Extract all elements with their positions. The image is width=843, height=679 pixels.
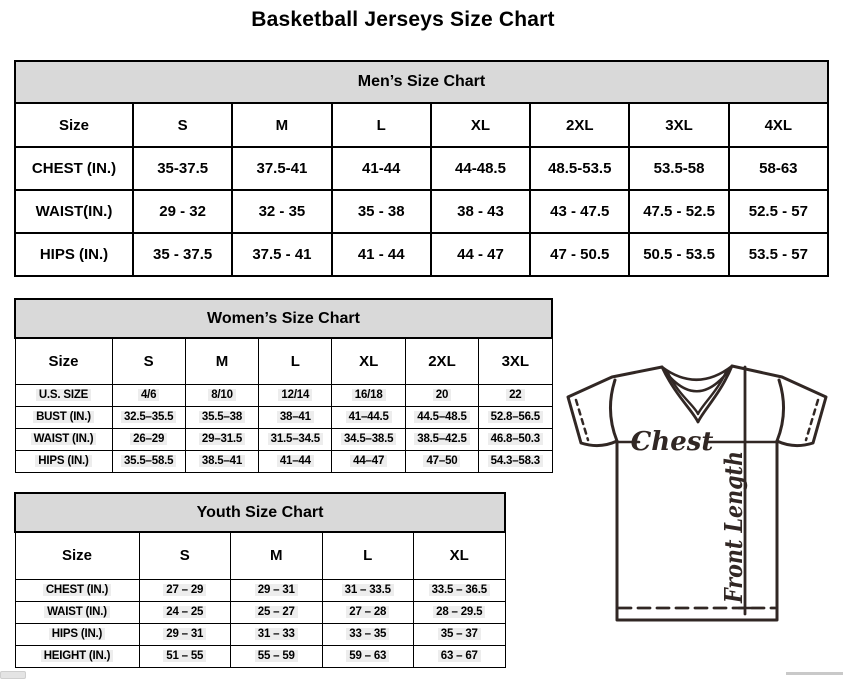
value-cell: 53.5-58 [629,147,728,190]
table-row [15,450,552,472]
value-cell: 35 – 37 [414,623,506,645]
row-label: HEIGHT (IN.) [15,645,139,667]
value-cell: 25 – 27 [231,601,323,623]
bottom-right-fragment [786,672,843,675]
value-cell: 38 - 43 [431,190,530,233]
value-cell: 47.5 - 52.5 [629,190,728,233]
header-cell: Size [15,338,112,384]
value-cell: 33 – 35 [322,623,414,645]
value-cell: 31.5–34.5 [259,428,332,450]
row-label: WAIST (IN.) [15,428,112,450]
value-cell: 50.5 - 53.5 [629,233,728,276]
value-cell: 37.5 - 41 [232,233,331,276]
value-cell: 24 – 25 [139,601,231,623]
value-cell: 37.5-41 [232,147,331,190]
womens-table-title: Women’s Size Chart [15,299,552,338]
value-cell: 59 – 63 [322,645,414,667]
value-cell: 55 – 59 [231,645,323,667]
header-cell: S [133,103,232,147]
row-label: CHEST (IN.) [15,579,139,601]
value-cell: 48.5-53.5 [530,147,629,190]
row-label: WAIST (IN.) [15,601,139,623]
value-cell: 41–44 [259,450,332,472]
header-cell: 3XL [629,103,728,147]
header-cell: S [139,532,231,579]
value-cell: 38–41 [259,406,332,428]
value-cell: 29 – 31 [139,623,231,645]
value-cell: 32.5–35.5 [112,406,185,428]
header-cell: M [232,103,331,147]
header-cell: 3XL [479,338,552,384]
value-cell: 63 – 67 [414,645,506,667]
value-cell: 44.5–48.5 [405,406,478,428]
front-length-label: Front Length [719,425,748,603]
value-cell: 35.5–58.5 [112,450,185,472]
row-label: WAIST(IN.) [15,190,133,233]
value-cell: 51 – 55 [139,645,231,667]
bottom-left-fragment [0,671,26,679]
value-cell: 29 – 31 [231,579,323,601]
chest-label: Chest [630,427,714,457]
right-sleeve-seam [777,380,784,441]
value-cell: 4/6 [112,384,185,406]
row-label: HIPS (IN.) [15,450,112,472]
value-cell: 34.5–38.5 [332,428,405,450]
value-cell: 16/18 [332,384,405,406]
value-cell: 53.5 - 57 [729,233,828,276]
value-cell: 43 - 47.5 [530,190,629,233]
row-label: HIPS (IN.) [15,623,139,645]
value-cell: 41 - 44 [332,233,431,276]
value-cell: 29–31.5 [185,428,258,450]
value-cell: 22 [479,384,552,406]
value-cell: 29 - 32 [133,190,232,233]
table-row [15,384,552,406]
value-cell: 27 – 28 [322,601,414,623]
youth-size-table [14,492,506,668]
table-row [15,601,505,623]
left-sleeve-seam [610,380,617,441]
row-label: BUST (IN.) [15,406,112,428]
value-cell: 26–29 [112,428,185,450]
table-row [15,406,552,428]
value-cell: 54.3–58.3 [479,450,552,472]
header-cell: L [332,103,431,147]
value-cell: 27 – 29 [139,579,231,601]
value-cell: 41-44 [332,147,431,190]
header-cell: 2XL [405,338,478,384]
value-cell: 8/10 [185,384,258,406]
header-cell: Size [15,532,139,579]
table-row [15,147,828,190]
table-row [15,645,505,667]
value-cell: 44 - 47 [431,233,530,276]
table-row [15,428,552,450]
value-cell: 31 – 33.5 [322,579,414,601]
value-cell: 35.5–38 [185,406,258,428]
header-cell: M [231,532,323,579]
value-cell: 41–44.5 [332,406,405,428]
mens-table-title: Men’s Size Chart [15,61,828,103]
header-cell: XL [414,532,506,579]
value-cell: 33.5 – 36.5 [414,579,506,601]
value-cell: 28 – 29.5 [414,601,506,623]
value-cell: 35 - 37.5 [133,233,232,276]
value-cell: 52.5 - 57 [729,190,828,233]
row-label: U.S. SIZE [15,384,112,406]
jersey-outline [568,366,826,620]
value-cell: 47 - 50.5 [530,233,629,276]
womens-size-table [14,298,553,473]
value-cell: 44-48.5 [431,147,530,190]
header-cell: Size [15,103,133,147]
row-label: HIPS (IN.) [15,233,133,276]
value-cell: 35-37.5 [133,147,232,190]
table-row [15,233,828,276]
header-cell: M [185,338,258,384]
value-cell: 44–47 [332,450,405,472]
value-cell: 46.8–50.3 [479,428,552,450]
value-cell: 31 – 33 [231,623,323,645]
value-cell: 35 - 38 [332,190,431,233]
value-cell: 52.8–56.5 [479,406,552,428]
value-cell: 32 - 35 [232,190,331,233]
value-cell: 58-63 [729,147,828,190]
header-cell: XL [431,103,530,147]
mens-size-table [14,60,829,277]
value-cell: 20 [405,384,478,406]
header-cell: L [259,338,332,384]
table-row [15,623,505,645]
value-cell: 38.5–42.5 [405,428,478,450]
header-cell: L [322,532,414,579]
jersey-diagram [555,353,843,641]
value-cell: 38.5–41 [185,450,258,472]
youth-table-title: Youth Size Chart [15,493,505,532]
value-cell: 47–50 [405,450,478,472]
page-title: Basketball Jerseys Size Chart [251,8,555,31]
row-label: CHEST (IN.) [15,147,133,190]
value-cell: 12/14 [259,384,332,406]
womens-header-row [15,338,552,384]
mens-header-row [15,103,828,147]
youth-header-row [15,532,505,579]
header-cell: S [112,338,185,384]
header-cell: 2XL [530,103,629,147]
table-row [15,579,505,601]
table-row [15,190,828,233]
header-cell: 4XL [729,103,828,147]
header-cell: XL [332,338,405,384]
